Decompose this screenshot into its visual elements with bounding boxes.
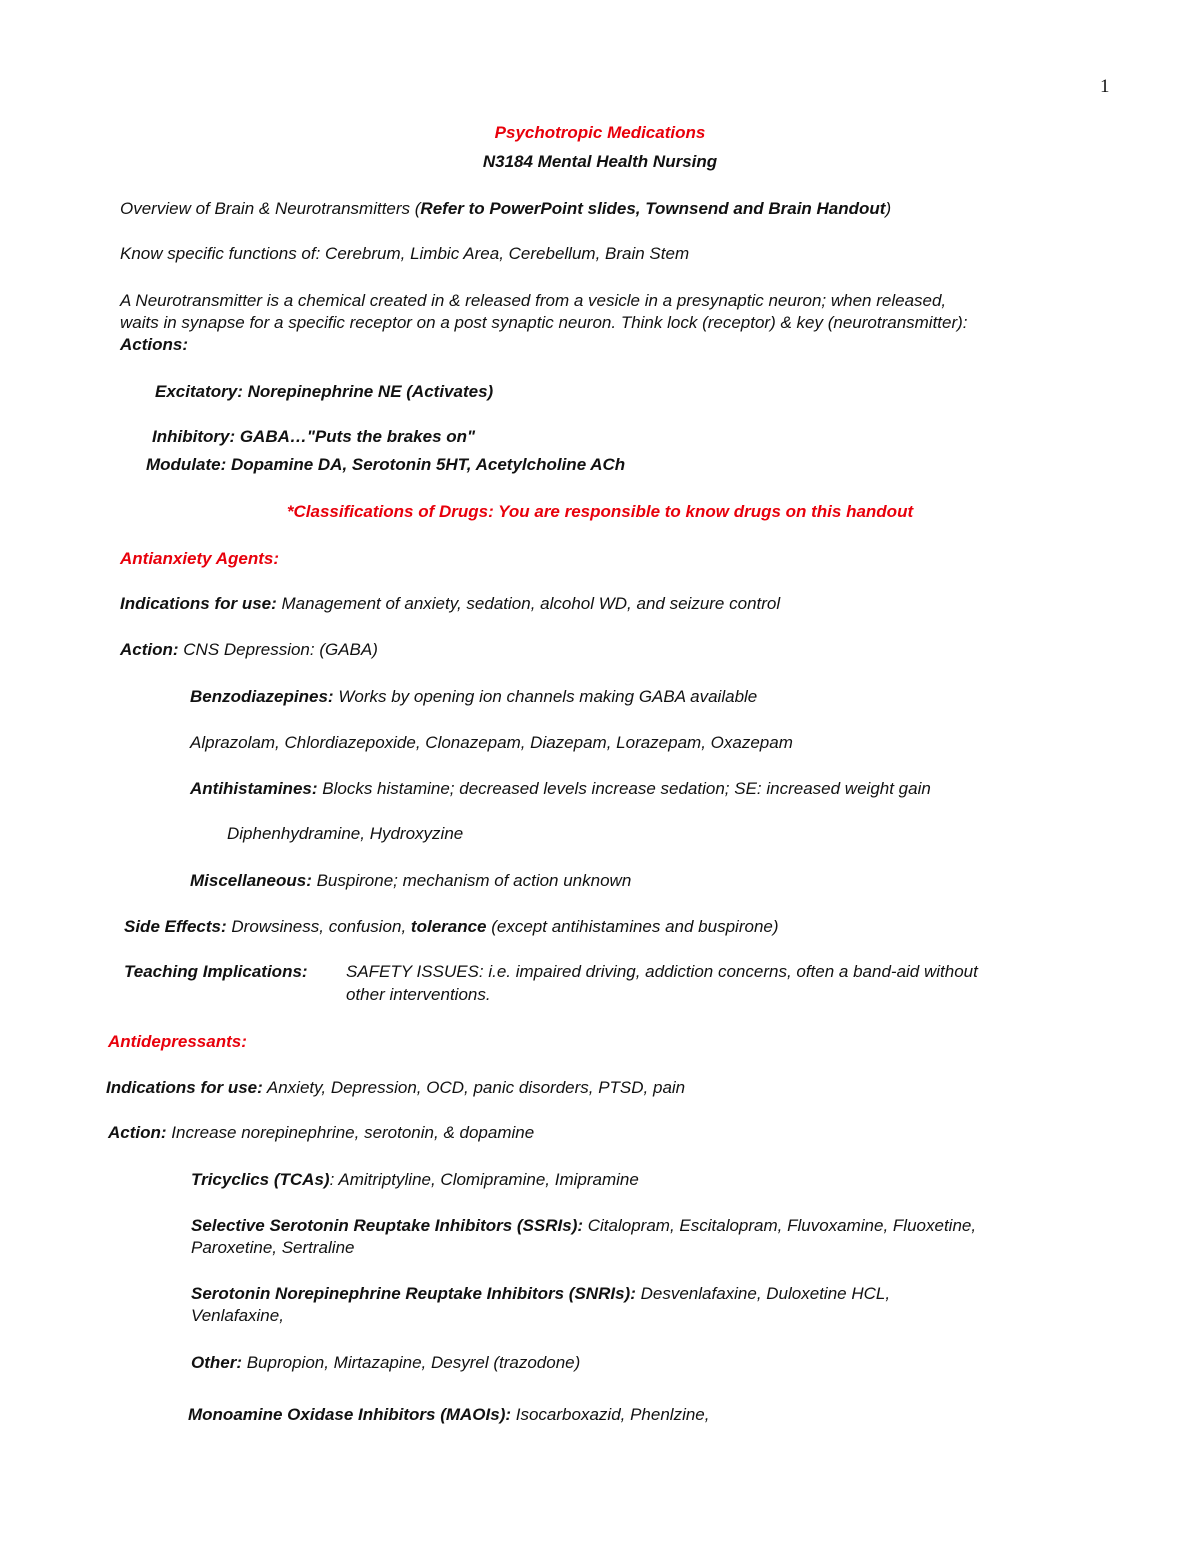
miscellaneous-label: Miscellaneous:: [190, 871, 312, 890]
action-text: Increase norepinephrine, serotonin, & dopamine: [166, 1123, 535, 1142]
actions-label: Actions:: [120, 335, 188, 354]
ssri-line: [191, 1214, 976, 1237]
other-label: Other:: [191, 1353, 242, 1372]
action-label: Action:: [108, 1123, 167, 1142]
tolerance-text: tolerance: [410, 917, 487, 936]
indications-label: Indications for use:: [120, 594, 277, 613]
classifications-note: *Classifications of Drugs: You are responsible to know drugs on this handout: [286, 502, 914, 521]
antianxiety-indications: [120, 592, 780, 615]
overview-refer: Refer to PowerPoint slides, Townsend and Brain Handout: [420, 199, 886, 218]
antihistamine-drugs: Diphenhydramine, Hydroxyzine: [227, 824, 464, 843]
maoi-text: Isocarboxazid, Phenlzine,: [511, 1405, 710, 1424]
benzodiazepines-label: Benzodiazepines:: [190, 687, 334, 706]
side-effects-line: [124, 915, 779, 938]
ssri-label: Selective Serotonin Reuptake Inhibitors (SSRIs):: [191, 1216, 584, 1235]
indications-text: Anxiety, Depression, OCD, panic disorders, PTSD, pain: [262, 1078, 686, 1097]
document-title: Psychotropic Medications: [494, 123, 706, 142]
miscellaneous-line: [190, 869, 631, 892]
overview-prefix: Overview of Brain & Neurotransmitters (: [120, 199, 421, 218]
tricyclics-line: [191, 1168, 639, 1191]
neurotransmitter-line-2: waits in synapse for a specific receptor on a post synaptic neuron. Think lock (receptor) & key (neurotransmitter):: [120, 313, 968, 332]
miscellaneous-text: Buspirone; mechanism of action unknown: [311, 871, 632, 890]
action-label: Action:: [120, 640, 179, 659]
indications-label: Indications for use:: [106, 1078, 263, 1097]
side-effects-text: Drowsiness, confusion,: [226, 917, 411, 936]
antihistamines-label: Antihistamines:: [190, 779, 318, 798]
indications-text: Management of anxiety, sedation, alcohol WD, and seizure control: [276, 594, 781, 613]
snri-text: Desvenlafaxine, Duloxetine HCL,: [635, 1284, 891, 1303]
snri-line-2: Venlafaxine,: [191, 1306, 284, 1325]
antihistamines-line: [190, 777, 931, 800]
antidepressants-indications: [106, 1076, 685, 1099]
antidepressants-action: [108, 1121, 534, 1144]
overview-line: [120, 197, 891, 220]
page-number: 1: [1100, 76, 1110, 97]
antihistamines-text: Blocks histamine; decreased levels increase sedation; SE: increased weight gain: [317, 779, 931, 798]
snri-line: [191, 1282, 890, 1305]
ssri-line-2: Paroxetine, Sertraline: [191, 1238, 355, 1257]
side-effects-text-end: (except antihistamines and buspirone): [486, 917, 779, 936]
teaching-line-2: other interventions.: [346, 985, 491, 1004]
maoi-label: Monoamine Oxidase Inhibitors (MAOIs):: [188, 1405, 512, 1424]
maoi-line: [188, 1403, 709, 1426]
antianxiety-action: [120, 638, 378, 661]
modulate-line: Modulate: Dopamine DA, Serotonin 5HT, Acetylcholine ACh: [146, 455, 626, 474]
side-effects-label: Side Effects:: [124, 917, 227, 936]
benzodiazepines-line: [190, 685, 757, 708]
course-title: N3184 Mental Health Nursing: [482, 152, 718, 171]
other-line: [191, 1351, 580, 1374]
action-text: CNS Depression: (GABA): [178, 640, 378, 659]
inhibitory-line: Inhibitory: GABA…"Puts the brakes on": [152, 427, 476, 446]
excitatory-line: Excitatory: Norepinephrine NE (Activates): [155, 382, 494, 401]
antianxiety-heading: Antianxiety Agents:: [120, 549, 280, 568]
overview-suffix: ): [885, 199, 892, 218]
ssri-text: Citalopram, Escitalopram, Fluvoxamine, Fluoxetine,: [583, 1216, 977, 1235]
teaching-line-1: SAFETY ISSUES: i.e. impaired driving, addiction concerns, often a band-aid without: [346, 962, 978, 981]
know-functions: Know specific functions of: Cerebrum, Limbic Area, Cerebellum, Brain Stem: [120, 244, 690, 263]
teaching-label: Teaching Implications:: [124, 962, 308, 981]
antidepressants-heading: Antidepressants:: [108, 1032, 247, 1051]
other-text: Bupropion, Mirtazapine, Desyrel (trazodone): [242, 1353, 581, 1372]
tricyclics-label: Tricyclics (TCAs): [191, 1170, 330, 1189]
benzodiazepine-drugs: Alprazolam, Chlordiazepoxide, Clonazepam, Diazepam, Lorazepam, Oxazepam: [190, 733, 793, 752]
tricyclics-text: : Amitriptyline, Clomipramine, Imipramine: [329, 1170, 639, 1189]
benzodiazepines-text: Works by opening ion channels making GABA available: [333, 687, 758, 706]
snri-label: Serotonin Norepinephrine Reuptake Inhibitors (SNRIs):: [191, 1284, 636, 1303]
neurotransmitter-line-1: A Neurotransmitter is a chemical created in & released from a vesicle in a presynaptic neuron; when released,: [120, 291, 947, 310]
